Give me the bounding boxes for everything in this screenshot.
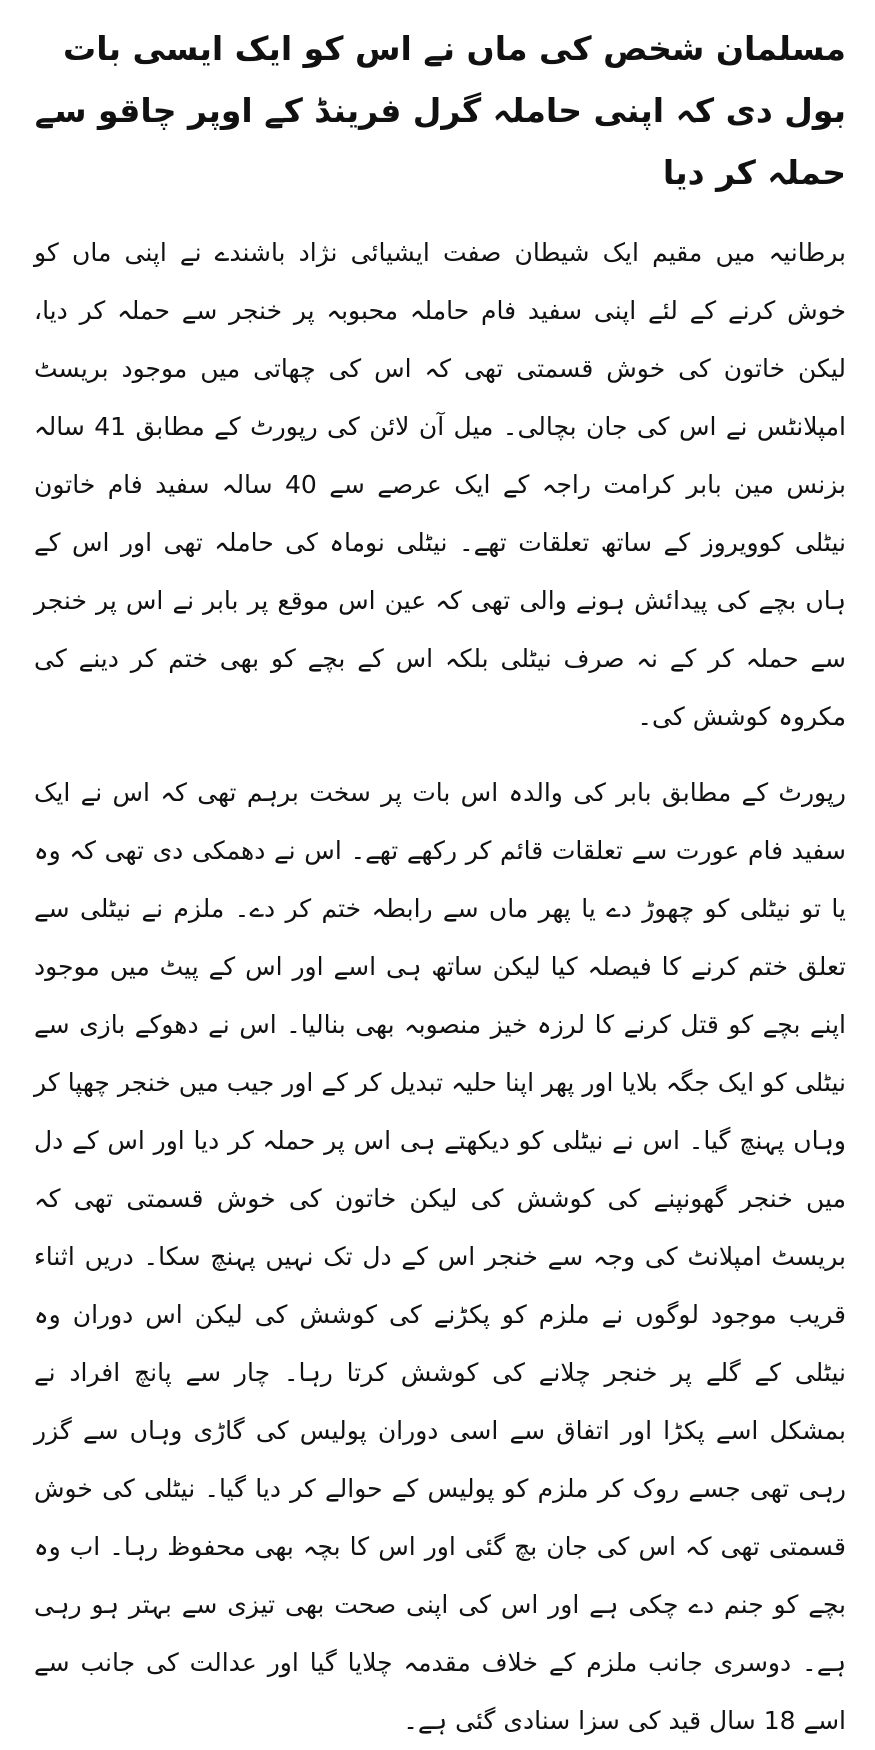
article-paragraph-2: رپورٹ کے مطابق بابر کی والدہ اس بات پر سخت برہم تھی کہ اس نے ایک سفید فام عورت سے تعلقات قائم کر رکھے تھے۔ اس نے دھمکی دی تھی کہ وہ یا تو نیٹلی کو چھوڑ دے یا پھر ماں سے رابطہ ختم کر دے۔ ملزم نے نیٹلی سے تعلق ختم کرنے کا فیصلہ کیا لیکن ساتھ ہی اسے اور اس کے پیٹ میں موجود اپنے بچے کو قتل کرنے کا لرزہ خیز منصوبہ بھی بنالیا۔ اس نے دھوکے بازی سے نیٹلی کو ایک جگہ بلایا اور پھر اپنا حلیہ تبدیل کر کے اور جیب میں خنجر چھپا کر وہاں پہنچ گیا۔ اس نے نیٹلی کو دیکھتے ہی اس پر حملہ کر دیا اور اس کے دل میں خنجر گھونپنے کی کوشش کی لیکن خاتون کی خوش قسمتی تھی کہ بریسٹ امپلانٹ کی وجہ سے خنجر اس کے دل تک نہیں پہنچ سکا۔ دریں اثناء قریب موجود لوگوں نے ملزم کو پکڑنے کی کوشش کی لیکن اس دوران وہ نیٹلی کے گلے پر خنجر چلانے کی کوشش کرتا رہا۔ چار سے پانچ افراد نے بمشکل اسے پکڑا اور اتفاق سے اسی دوران پولیس کی گاڑی وہاں سے گزر رہی تھی جسے روک کر ملزم کو پولیس کے حوالے کر دیا گیا۔ نیٹلی کی خوش قسمتی تھی کہ اس کی جان بچ گئی اور اس کا بچہ بھی محفوظ رہا۔ اب وہ بچے کو جنم دے چکی ہے اور اس کی اپنی صحت بھی تیزی سے بہتر ہو رہی ہے۔ دوسری جانب ملزم کے خلاف مقدمہ چلایا گیا اور عدالت کی جانب سے اسے 18 سال قید کی سزا سنادی گئی ہے۔ [34,778,846,1735]
article [34,18,846,1750]
article-headline: مسلمان شخص کی ماں نے اس کو ایک ایسی بات بول دی کہ اپنی حاملہ گرل فرینڈ کے اوپر چاقو سے حملہ کر دیا [34,29,846,192]
article-paragraph-1: برطانیہ میں مقیم ایک شیطان صفت ایشیائی نژاد باشندے نے اپنی ماں کو خوش کرنے کے لئے اپنی سفید فام حاملہ محبوبہ پر خنجر سے حملہ کر دیا، لیکن خاتون کی خوش قسمتی تھی کہ اس کی چھاتی میں موجود بریسٹ امپلانٹس نے اس کی جان بچالی۔ میل آن لائن کی رپورٹ کے مطابق 41 سالہ بزنس مین بابر کرامت راجہ کے ایک عرصے سے 40 سالہ سفید فام خاتون نیٹلی کوویروز کے ساتھ تعلقات تھے۔ نیٹلی نوماہ کی حاملہ تھی اور اس کے ہاں بچے کی پیدائش ہونے والی تھی کہ عین اس موقع پر بابر نے اس پر خنجر سے حملہ کر کے نہ صرف نیٹلی بلکہ اس کے بچے کو بھی ختم کر دینے کی مکروہ کوشش کی۔ [34,238,847,731]
